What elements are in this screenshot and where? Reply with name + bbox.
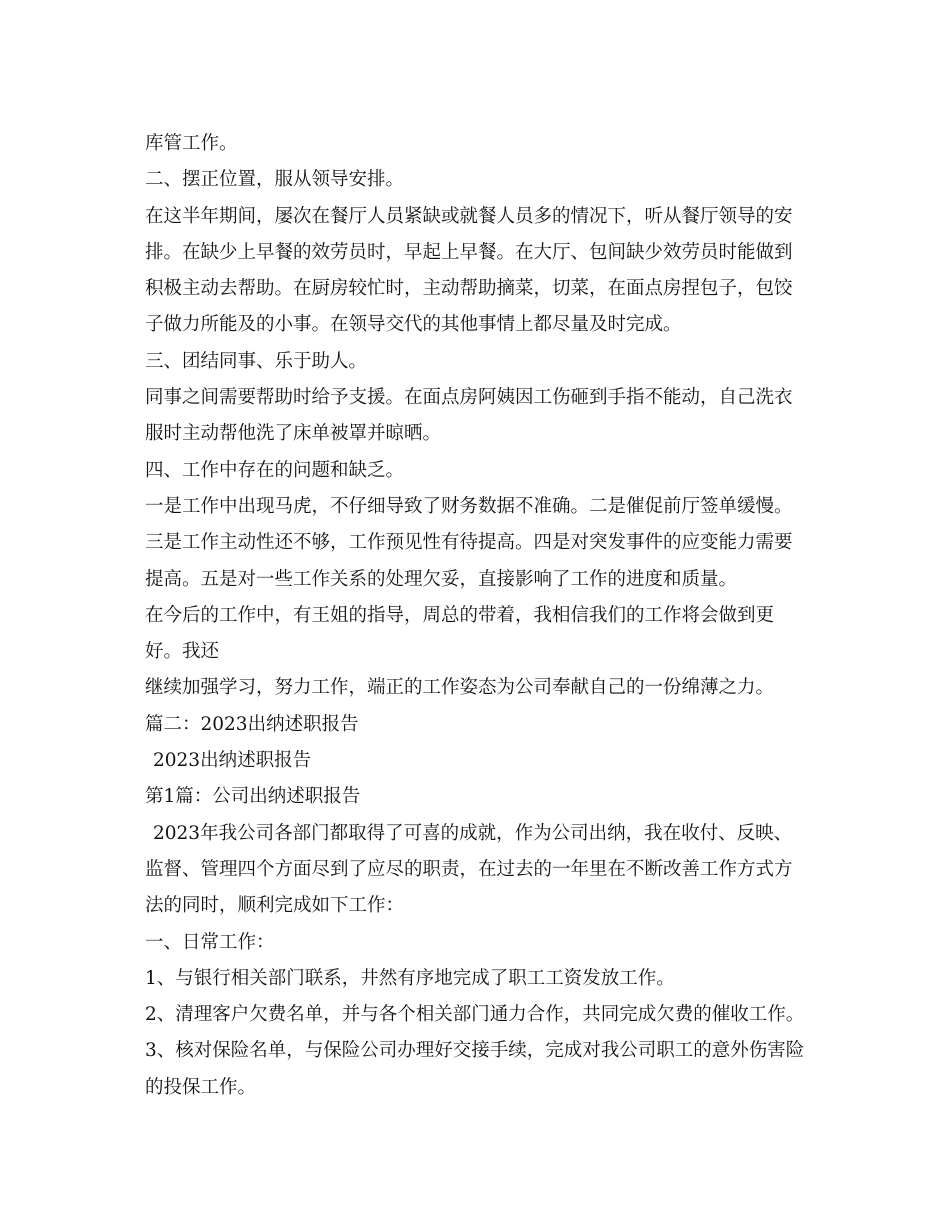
- text-line: 在这半年期间，屡次在餐厅人员紧缺或就餐人员多的情况下，听从餐厅领导的安: [145, 205, 793, 227]
- text-line: 库管工作。: [145, 133, 238, 154]
- text-line: 法的同时，顺利完成如下工作：: [145, 895, 405, 917]
- list-item: 3、核对保险名单，与保险公司办理好交接手续，完成对我公司职工的意外伤害险: [145, 1040, 805, 1062]
- section-heading: 三、团结同事、乐于助人。: [145, 350, 368, 372]
- text-line: 2023年我公司各部门都取得了可喜的成就，作为公司出纳，我在收付、反映、: [153, 822, 793, 844]
- text-line: 排。在缺少上早餐的效劳员时，早起上早餐。在大厅、包间缺少效劳员时能做到: [145, 241, 793, 263]
- article-subheading: 第1篇：公司出纳述职报告: [145, 786, 361, 808]
- text-line: 监督、管理四个方面尽到了应尽的职责，在过去的一年里在不断改善工作方式方: [145, 858, 793, 880]
- text-line: 一是工作中出现马虎，不仔细导致了财务数据不准确。二是催促前厅签单缓慢。: [145, 495, 793, 517]
- text-line: 三是工作主动性还不够，工作预见性有待提高。四是对突发事件的应变能力需要: [145, 532, 793, 554]
- text-line: 服时主动帮他洗了床单被罩并晾晒。: [145, 423, 442, 445]
- text-line: 积极主动去帮助。在厨房较忙时，主动帮助摘菜，切菜，在面点房捏包子，包饺: [145, 278, 793, 300]
- text-line: 在今后的工作中，有王姐的指导，周总的带着，我相信我们的工作将会做到更: [145, 604, 775, 626]
- list-item: 1、与银行相关部门联系，井然有序地完成了职工工资发放工作。: [145, 967, 675, 989]
- section-heading: 二、摆正位置，服从领导安排。: [145, 169, 405, 191]
- text-line: 的投保工作。: [145, 1076, 257, 1098]
- article-title: 2023出纳述职报告: [153, 750, 312, 772]
- text-line: 同事之间需要帮助时给予支援。在面点房阿姨因工伤砸到手指不能动，自己洗衣: [145, 387, 793, 409]
- document-body: [145, 126, 817, 1106]
- section-heading: 四、工作中存在的问题和缺乏。: [145, 459, 405, 481]
- list-item: 2、清理客户欠费名单，并与各个相关部门通力合作，共同完成欠费的催收工作。: [145, 1004, 805, 1026]
- section-heading: 一、日常工作：: [145, 931, 275, 953]
- article-heading: 篇二：2023出纳述职报告: [145, 713, 359, 735]
- text-line: 继续加强学习，努力工作，端正的工作姿态为公司奉献自己的一份绵薄之力。: [145, 677, 775, 699]
- text-line: 子做力所能及的小事。在领导交代的其他事情上都尽量及时完成。: [145, 314, 682, 336]
- text-line: 好。我还: [145, 641, 220, 663]
- text-line: 提高。五是对一些工作关系的处理欠妥，直接影响了工作的进度和质量。: [145, 568, 738, 590]
